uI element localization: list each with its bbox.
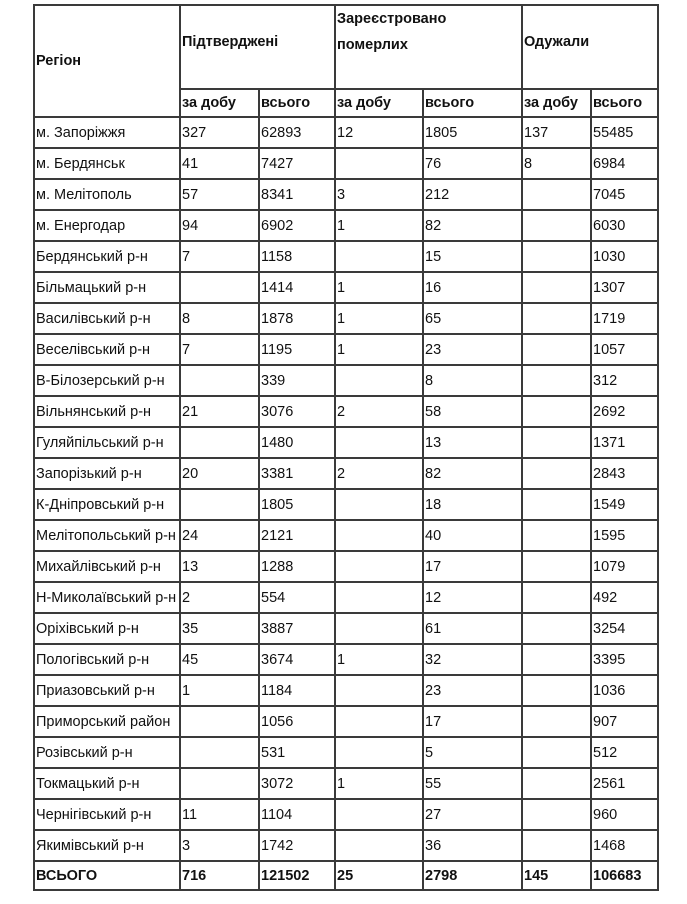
cell-deaths-total: 58 xyxy=(423,396,522,427)
cell-deaths-total: 17 xyxy=(423,706,522,737)
table-row xyxy=(34,427,658,458)
cell-recovered-total: 1595 xyxy=(591,520,658,551)
table-row xyxy=(34,551,658,582)
cell-confirmed-total: 3072 xyxy=(259,768,335,799)
cell-deaths-total: 15 xyxy=(423,241,522,272)
cell-recovered-total: 512 xyxy=(591,737,658,768)
cell-recovered-per-day xyxy=(522,365,591,396)
cell-deaths-per-day: 3 xyxy=(335,179,423,210)
cell-confirmed-total: 1414 xyxy=(259,272,335,303)
cell-recovered-per-day xyxy=(522,582,591,613)
cell-deaths-total: 18 xyxy=(423,489,522,520)
cell-deaths-per-day: 1 xyxy=(335,210,423,241)
table-row xyxy=(34,768,658,799)
cell-region: Н-Миколаївський р-н xyxy=(34,582,180,613)
cell-recovered-total: 2561 xyxy=(591,768,658,799)
cell-confirmed-total: 1195 xyxy=(259,334,335,365)
cell-deaths-per-day xyxy=(335,520,423,551)
total-confirmed-per-day: 716 xyxy=(180,861,259,890)
cell-confirmed-total: 8341 xyxy=(259,179,335,210)
cell-confirmed-per-day xyxy=(180,706,259,737)
table-row xyxy=(34,737,658,768)
cell-confirmed-total: 1878 xyxy=(259,303,335,334)
cell-confirmed-total: 531 xyxy=(259,737,335,768)
cell-deaths-total: 55 xyxy=(423,768,522,799)
cell-recovered-total: 492 xyxy=(591,582,658,613)
cell-confirmed-per-day: 11 xyxy=(180,799,259,830)
cell-confirmed-total: 1158 xyxy=(259,241,335,272)
cell-deaths-total: 36 xyxy=(423,830,522,861)
cell-deaths-total: 12 xyxy=(423,582,522,613)
cell-confirmed-per-day: 24 xyxy=(180,520,259,551)
cell-deaths-per-day: 1 xyxy=(335,303,423,334)
table-row xyxy=(34,210,658,241)
table-body xyxy=(34,117,658,890)
cell-deaths-total: 82 xyxy=(423,458,522,489)
cell-recovered-per-day xyxy=(522,179,591,210)
cell-deaths-per-day xyxy=(335,737,423,768)
table-row xyxy=(34,830,658,861)
table-row xyxy=(34,458,658,489)
cell-confirmed-per-day: 3 xyxy=(180,830,259,861)
cell-recovered-per-day xyxy=(522,551,591,582)
cell-region: Михайлівський р-н xyxy=(34,551,180,582)
cell-confirmed-per-day: 7 xyxy=(180,334,259,365)
cell-recovered-total: 6984 xyxy=(591,148,658,179)
cell-region: Токмацький р-н xyxy=(34,768,180,799)
cell-deaths-per-day xyxy=(335,365,423,396)
cell-confirmed-total: 62893 xyxy=(259,117,335,148)
cell-recovered-per-day xyxy=(522,768,591,799)
cell-confirmed-per-day xyxy=(180,768,259,799)
cell-region: м. Бердянськ xyxy=(34,148,180,179)
cell-recovered-total: 1549 xyxy=(591,489,658,520)
cell-confirmed-per-day xyxy=(180,427,259,458)
cell-deaths-per-day xyxy=(335,427,423,458)
cell-region: м. Енергодар xyxy=(34,210,180,241)
cell-confirmed-total: 1480 xyxy=(259,427,335,458)
cell-region: Василівський р-н xyxy=(34,303,180,334)
cell-deaths-per-day xyxy=(335,551,423,582)
cell-region: м. Мелітополь xyxy=(34,179,180,210)
header-registered-deaths xyxy=(335,5,522,89)
cell-recovered-per-day xyxy=(522,241,591,272)
cell-deaths-per-day: 1 xyxy=(335,644,423,675)
cell-recovered-per-day xyxy=(522,830,591,861)
table-row xyxy=(34,148,658,179)
table-row xyxy=(34,613,658,644)
cell-deaths-total: 8 xyxy=(423,365,522,396)
cell-recovered-total: 55485 xyxy=(591,117,658,148)
subheader-deaths-per-day: за добу xyxy=(335,89,423,117)
cell-recovered-per-day: 137 xyxy=(522,117,591,148)
cell-confirmed-per-day xyxy=(180,272,259,303)
cell-confirmed-total: 7427 xyxy=(259,148,335,179)
cell-deaths-total: 1805 xyxy=(423,117,522,148)
cell-deaths-per-day xyxy=(335,148,423,179)
cell-confirmed-total: 3887 xyxy=(259,613,335,644)
cell-recovered-total: 1030 xyxy=(591,241,658,272)
cell-recovered-total: 1719 xyxy=(591,303,658,334)
cell-recovered-per-day xyxy=(522,334,591,365)
cell-recovered-per-day xyxy=(522,396,591,427)
cell-confirmed-total: 2121 xyxy=(259,520,335,551)
cell-deaths-per-day xyxy=(335,830,423,861)
cell-region: Бердянський р-н xyxy=(34,241,180,272)
cell-region: Приморський район xyxy=(34,706,180,737)
table-row xyxy=(34,489,658,520)
cell-deaths-total: 5 xyxy=(423,737,522,768)
header-region: Регіон xyxy=(34,5,180,117)
cell-deaths-per-day xyxy=(335,675,423,706)
cell-recovered-per-day xyxy=(522,613,591,644)
table-row xyxy=(34,365,658,396)
cell-deaths-per-day xyxy=(335,582,423,613)
cell-confirmed-total: 1184 xyxy=(259,675,335,706)
cell-confirmed-per-day xyxy=(180,365,259,396)
cell-deaths-per-day: 2 xyxy=(335,458,423,489)
cell-recovered-total: 2692 xyxy=(591,396,658,427)
cell-deaths-total: 82 xyxy=(423,210,522,241)
cell-region: Оріхівський р-н xyxy=(34,613,180,644)
cell-region: Чернігівський р-н xyxy=(34,799,180,830)
cell-recovered-per-day xyxy=(522,799,591,830)
cell-deaths-per-day xyxy=(335,489,423,520)
cell-recovered-per-day xyxy=(522,210,591,241)
table-row xyxy=(34,303,658,334)
cell-deaths-total: 16 xyxy=(423,272,522,303)
cell-deaths-total: 65 xyxy=(423,303,522,334)
cell-confirmed-per-day: 20 xyxy=(180,458,259,489)
header-recovered: Одужали xyxy=(522,5,658,89)
cell-region: Веселівський р-н xyxy=(34,334,180,365)
cell-recovered-per-day xyxy=(522,458,591,489)
cell-deaths-per-day: 1 xyxy=(335,768,423,799)
subheader-confirmed-per-day: за добу xyxy=(180,89,259,117)
cell-region: В-Білозерський р-н xyxy=(34,365,180,396)
table-row xyxy=(34,675,658,706)
cell-confirmed-total: 1805 xyxy=(259,489,335,520)
cell-recovered-total: 907 xyxy=(591,706,658,737)
cell-deaths-per-day: 1 xyxy=(335,272,423,303)
cell-recovered-per-day xyxy=(522,706,591,737)
cell-confirmed-total: 1104 xyxy=(259,799,335,830)
cell-region: Розівський р-н xyxy=(34,737,180,768)
cell-deaths-per-day xyxy=(335,241,423,272)
cell-recovered-total: 2843 xyxy=(591,458,658,489)
cell-deaths-total: 40 xyxy=(423,520,522,551)
cell-deaths-total: 23 xyxy=(423,334,522,365)
cell-confirmed-total: 339 xyxy=(259,365,335,396)
cell-confirmed-per-day: 41 xyxy=(180,148,259,179)
cell-region: Якимівський р-н xyxy=(34,830,180,861)
cell-confirmed-per-day xyxy=(180,489,259,520)
cell-recovered-per-day xyxy=(522,644,591,675)
table-row xyxy=(34,799,658,830)
cell-region: К-Дніпровський р-н xyxy=(34,489,180,520)
header-confirmed: Підтверджені xyxy=(180,5,335,89)
total-region: ВСЬОГО xyxy=(34,861,180,890)
cell-deaths-total: 32 xyxy=(423,644,522,675)
cell-region: Вільнянський р-н xyxy=(34,396,180,427)
cell-deaths-per-day: 2 xyxy=(335,396,423,427)
cell-confirmed-per-day: 35 xyxy=(180,613,259,644)
cell-deaths-per-day xyxy=(335,706,423,737)
cell-recovered-total: 3254 xyxy=(591,613,658,644)
cell-confirmed-per-day: 1 xyxy=(180,675,259,706)
subheader-confirmed-total: всього xyxy=(259,89,335,117)
table-row xyxy=(34,179,658,210)
cell-deaths-per-day xyxy=(335,799,423,830)
cell-confirmed-total: 1742 xyxy=(259,830,335,861)
cell-region: м. Запоріжжя xyxy=(34,117,180,148)
cell-recovered-per-day xyxy=(522,737,591,768)
subheader-recovered-per-day: за добу xyxy=(522,89,591,117)
total-recovered-total: 106683 xyxy=(591,861,658,890)
cell-recovered-per-day xyxy=(522,427,591,458)
cell-deaths-total: 76 xyxy=(423,148,522,179)
total-confirmed-total: 121502 xyxy=(259,861,335,890)
cell-recovered-total: 1036 xyxy=(591,675,658,706)
covid-stats-table xyxy=(33,4,659,891)
cell-recovered-total: 1079 xyxy=(591,551,658,582)
cell-confirmed-per-day: 21 xyxy=(180,396,259,427)
cell-recovered-total: 7045 xyxy=(591,179,658,210)
cell-recovered-per-day: 8 xyxy=(522,148,591,179)
cell-deaths-per-day: 12 xyxy=(335,117,423,148)
cell-region: Запорізький р-н xyxy=(34,458,180,489)
table-row xyxy=(34,334,658,365)
cell-recovered-total: 1468 xyxy=(591,830,658,861)
cell-deaths-per-day: 1 xyxy=(335,334,423,365)
cell-confirmed-per-day xyxy=(180,737,259,768)
header-registered-line2: померлих xyxy=(337,37,408,53)
cell-confirmed-per-day: 57 xyxy=(180,179,259,210)
table-row xyxy=(34,644,658,675)
cell-region: Приазовський р-н xyxy=(34,675,180,706)
table-row xyxy=(34,582,658,613)
cell-recovered-total: 312 xyxy=(591,365,658,396)
table-row xyxy=(34,520,658,551)
cell-confirmed-total: 3674 xyxy=(259,644,335,675)
subheader-deaths-total: всього xyxy=(423,89,522,117)
cell-region: Мелітопольський р-н xyxy=(34,520,180,551)
cell-region: Гуляйпільський р-н xyxy=(34,427,180,458)
cell-recovered-total: 1307 xyxy=(591,272,658,303)
cell-recovered-total: 1057 xyxy=(591,334,658,365)
table-row xyxy=(34,241,658,272)
subheader-recovered-total: всього xyxy=(591,89,658,117)
header-registered-line1: Зареєстровано xyxy=(337,11,447,27)
cell-recovered-per-day xyxy=(522,520,591,551)
cell-deaths-total: 212 xyxy=(423,179,522,210)
cell-recovered-total: 960 xyxy=(591,799,658,830)
totals-row xyxy=(34,861,658,890)
cell-deaths-total: 27 xyxy=(423,799,522,830)
cell-confirmed-total: 554 xyxy=(259,582,335,613)
cell-recovered-total: 1371 xyxy=(591,427,658,458)
cell-recovered-per-day xyxy=(522,675,591,706)
cell-confirmed-per-day: 94 xyxy=(180,210,259,241)
cell-confirmed-total: 3381 xyxy=(259,458,335,489)
cell-recovered-per-day xyxy=(522,272,591,303)
total-deaths-total: 2798 xyxy=(423,861,522,890)
cell-recovered-per-day xyxy=(522,489,591,520)
cell-confirmed-total: 1288 xyxy=(259,551,335,582)
cell-deaths-total: 61 xyxy=(423,613,522,644)
cell-confirmed-total: 3076 xyxy=(259,396,335,427)
cell-confirmed-per-day: 7 xyxy=(180,241,259,272)
table-row xyxy=(34,396,658,427)
total-recovered-per-day: 145 xyxy=(522,861,591,890)
table-row xyxy=(34,117,658,148)
total-deaths-per-day: 25 xyxy=(335,861,423,890)
cell-confirmed-total: 6902 xyxy=(259,210,335,241)
cell-confirmed-total: 1056 xyxy=(259,706,335,737)
cell-recovered-per-day xyxy=(522,303,591,334)
cell-recovered-total: 3395 xyxy=(591,644,658,675)
table-row xyxy=(34,706,658,737)
cell-deaths-total: 17 xyxy=(423,551,522,582)
cell-region: Більмацький р-н xyxy=(34,272,180,303)
cell-confirmed-per-day: 8 xyxy=(180,303,259,334)
cell-confirmed-per-day: 13 xyxy=(180,551,259,582)
cell-confirmed-per-day: 2 xyxy=(180,582,259,613)
cell-confirmed-per-day: 327 xyxy=(180,117,259,148)
cell-confirmed-per-day: 45 xyxy=(180,644,259,675)
cell-region: Пологівський р-н xyxy=(34,644,180,675)
cell-deaths-total: 23 xyxy=(423,675,522,706)
table-row xyxy=(34,272,658,303)
cell-recovered-total: 6030 xyxy=(591,210,658,241)
cell-deaths-per-day xyxy=(335,613,423,644)
cell-deaths-total: 13 xyxy=(423,427,522,458)
